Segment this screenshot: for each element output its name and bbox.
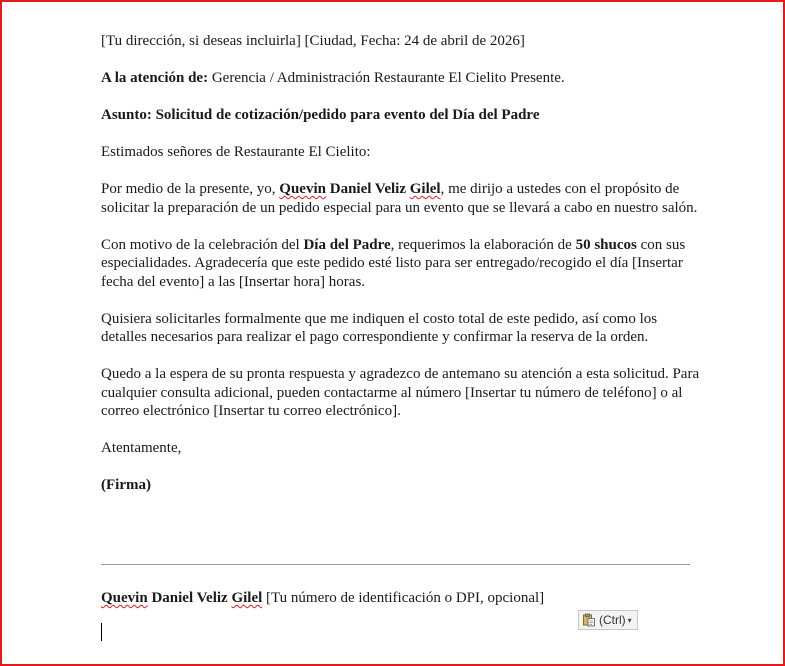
intro-text-after: , me dirijo a ustedes con el propósito de solicitar la preparación de un pedido especial para un evento que se llevará a cabo en nuestro salón. [101, 181, 698, 216]
intro-text-before: Por medio de la presente, yo, [101, 181, 280, 197]
order-quantity: 50 shucos [575, 236, 637, 253]
document-body[interactable] [101, 32, 701, 513]
order-text-after: con sus especialidades. Agradecería que este pedido esté listo para ser entregado/recogido el día [Insertar fecha del evento] a las [Insertar hora] horas. [101, 236, 686, 290]
signature-placeholder [101, 476, 701, 495]
signature-rule [101, 564, 690, 565]
spellcheck-word-gilel-sig: Gilel [231, 590, 263, 606]
paste-options-button[interactable] [578, 610, 638, 630]
order-text-before: Con motivo de la celebración del [101, 236, 304, 253]
signature-name-middle: Daniel Veliz [147, 590, 232, 606]
paragraph-cost: Quisiera solicitarles formalmente que me indiquen el costo total de este pedido, así como los detalles necesarios para realizar el pago correspondiente y confirmar la reserva de la orden. [101, 310, 658, 345]
signature-id-placeholder: [Tu número de identificación o DPI, opcional] [262, 590, 545, 606]
paragraph-contact: Quedo a la espera de su pronta respuesta y agradezco de antemano su atención a esta solicitud. Para cualquier consulta adicional, pueden contactarme al número [Insertar tu número de teléfono] o al correo electrónico [Insertar tu correo electrónico]. [101, 366, 700, 419]
subject-text: Asunto: Solicitud de cotización/pedido para evento del Día del Padre [101, 107, 540, 123]
attention-line [101, 69, 701, 88]
attention-text: Gerencia / Administración Restaurante El Cielito Presente. [208, 70, 565, 86]
spellcheck-word-gilel: Gilel [409, 181, 441, 197]
sender-name-middle: Daniel Veliz [325, 181, 410, 197]
subject-line [101, 106, 701, 125]
sender-name [279, 181, 440, 197]
signature-placeholder-text: (Firma) [101, 477, 151, 493]
closing: Atentamente, [101, 440, 182, 456]
clipboard-icon [582, 613, 596, 627]
dropdown-arrow-icon: ▾ [627, 615, 632, 625]
paste-options-label: (Ctrl) [599, 613, 626, 627]
event-name: Día del Padre [303, 236, 391, 253]
header-line: [Tu dirección, si deseas incluirla] [Ciudad, Fecha: 24 de abril de 2026] [101, 33, 525, 49]
text-cursor [101, 623, 102, 641]
paragraph-intro [101, 180, 701, 217]
attention-label: A la atención de: [101, 70, 209, 86]
spellcheck-word-quevin-sig: Quevin [101, 590, 148, 606]
spellcheck-word-quevin: Quevin [279, 181, 326, 197]
signature-name-line [101, 589, 544, 608]
order-text-middle: , requerimos la elaboración de [390, 236, 576, 253]
signature-name [101, 590, 262, 606]
paragraph-order [101, 236, 701, 292]
greeting: Estimados señores de Restaurante El Cielito: [101, 144, 371, 160]
